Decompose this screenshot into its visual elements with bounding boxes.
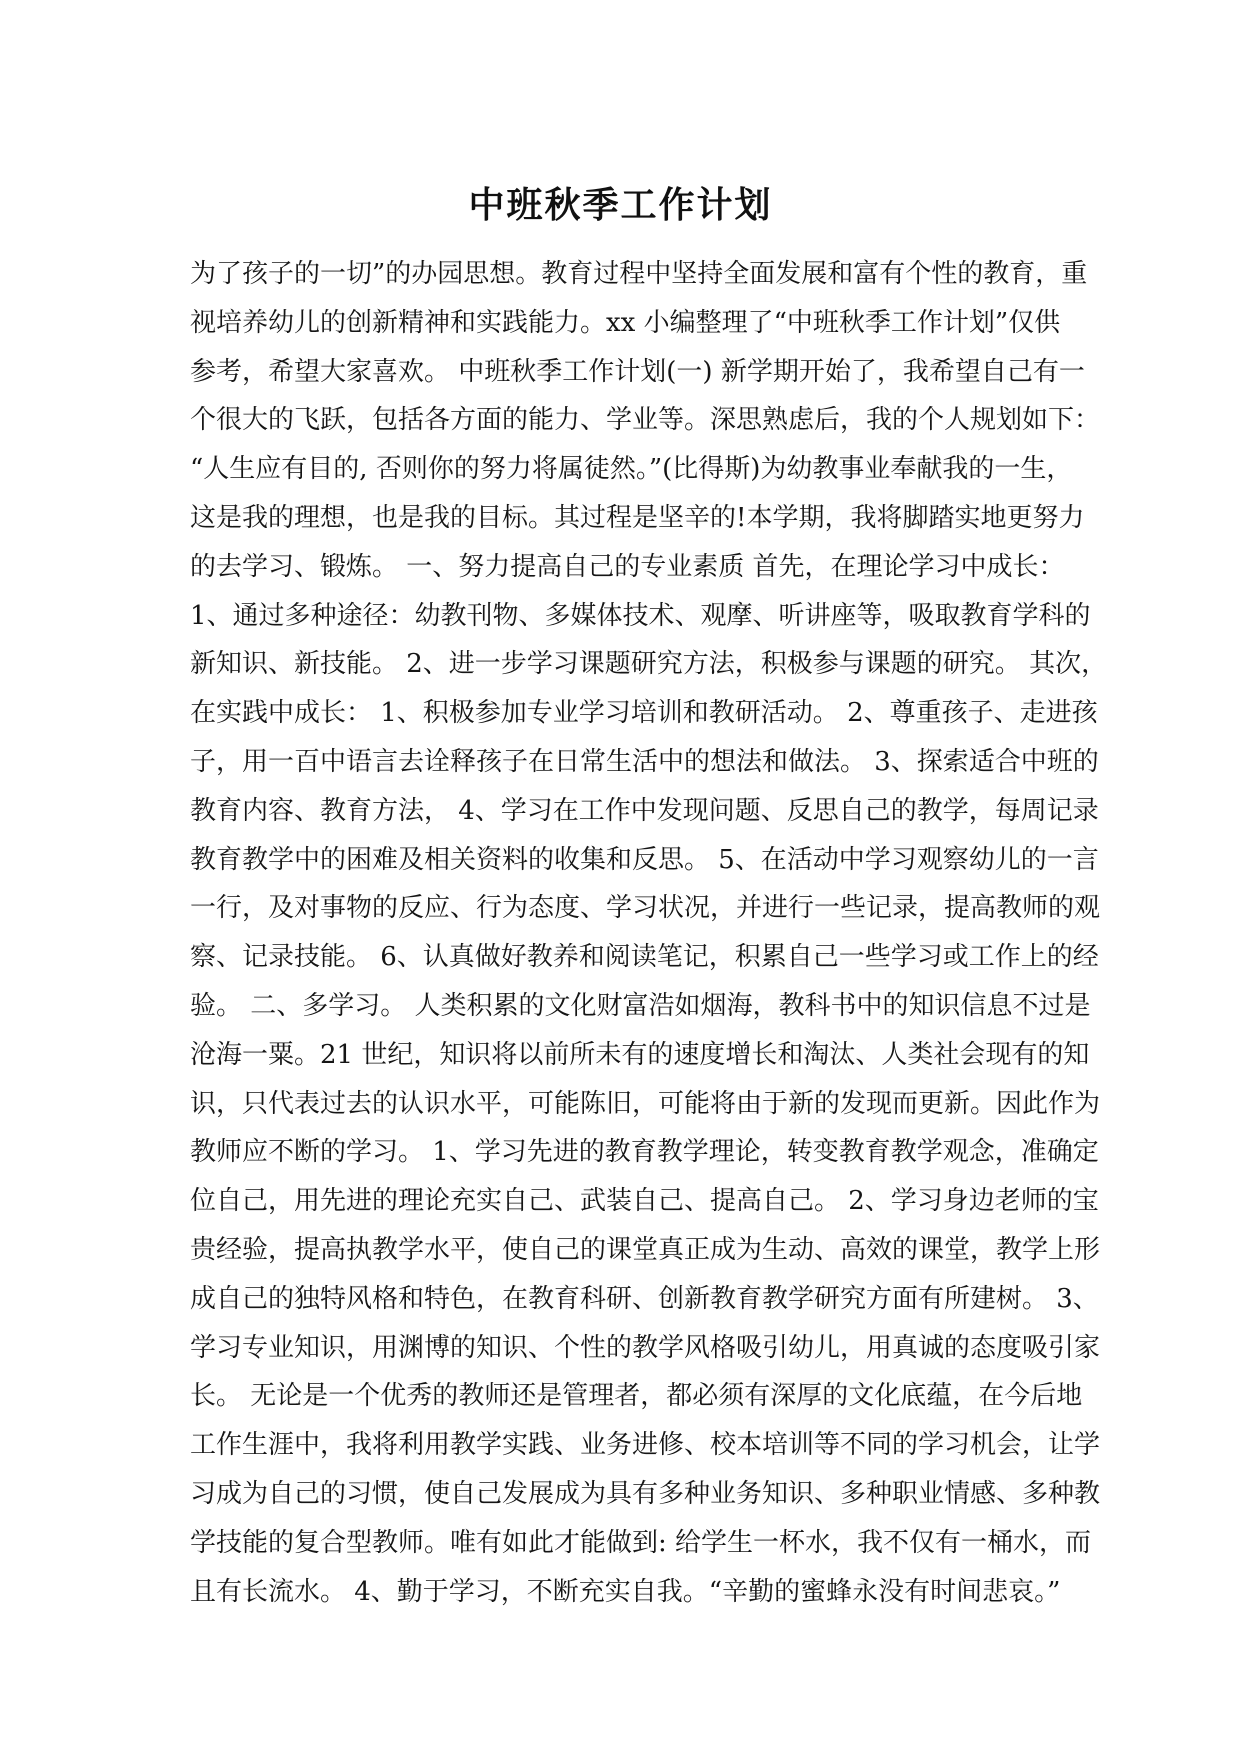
body-line: 学技能的复合型教师。唯有如此才能做到: 给学生一杯水，我不仅有一桶水，而 (190, 1527, 1092, 1558)
body-line: 学习专业知识，用渊博的知识、个性的教学风格吸引幼儿，用真诚的态度吸引家 (190, 1332, 1101, 1363)
body-line: 新知识、新技能。 2、进一步学习课题研究方法，积极参与课题的研究。 其次， (190, 649, 1108, 680)
document-body (190, 250, 1108, 1616)
body-line: 的去学习、锻炼。 一、努力提高自己的专业素质 首先，在理论学习中成长： (190, 551, 1065, 582)
body-line: 1、通过多种途径：幼教刊物、多媒体技术、观摩、听讲座等，吸取教育学科的 (190, 600, 1091, 631)
body-line: 贵经验，提高执教学水平，使自己的课堂真正成为生动、高效的课堂，教学上形 (190, 1234, 1101, 1265)
body-line: 长。 无论是一个优秀的教师还是管理者，都必须有深厚的文化底蕴，在今后地 (190, 1381, 1083, 1412)
body-line: 且有长流水。 4、勤于学习，不断充实自我。“辛勤的蜜蜂永没有时间悲哀。” (190, 1576, 1061, 1607)
body-line: 识，只代表过去的认识水平，可能陈旧，可能将由于新的发现而更新。因此作为 (190, 1088, 1101, 1119)
body-line: 教师应不断的学习。 1、学习先进的教育教学理论，转变教育教学观念，准确定 (190, 1137, 1099, 1168)
body-line: 在实践中成长： 1、积极参加专业学习培训和教研活动。 2、尊重孩子、走进孩 (190, 698, 1098, 729)
document-title: 中班秋季工作计划 (468, 184, 773, 226)
body-line: 参考，希望大家喜欢。 中班秋季工作计划(一) 新学期开始了，我希望自己有一 (190, 356, 1085, 387)
body-line: 一行，及对事物的反应、行为态度、学习状况，并进行一些记录，提高教师的观 (190, 893, 1101, 924)
body-line: 习成为自己的习惯，使自己发展成为具有多种业务知识、多种职业情感、多种教 (190, 1478, 1101, 1509)
body-line: 教育教学中的困难及相关资料的收集和反思。 5、在活动中学习观察幼儿的一言 (190, 844, 1099, 875)
body-line: 为了孩子的一切”的办园思想。教育过程中坚持全面发展和富有个性的教育，重 (190, 259, 1088, 289)
body-line: 视培养幼儿的创新精神和实践能力。xx 小编整理了“中班秋季工作计划”仅供 (190, 307, 1061, 338)
body-line: 位自己，用先进的理论充实自己、武装自己、提高自己。 2、学习身边老师的宝 (190, 1186, 1099, 1217)
body-line: 沧海一粟。21 世纪，知识将以前所未有的速度增长和淘汰、人类社会现有的知 (190, 1039, 1090, 1070)
body-line: 这是我的理想，也是我的目标。其过程是坚辛的!本学期，我将脚踏实地更努力 (190, 502, 1085, 533)
body-line: 验。 二、多学习。 人类积累的文化财富浩如烟海，教科书中的知识信息不过是 (190, 990, 1091, 1021)
body-line: 教育内容、教育方法， 4、学习在工作中发现问题、反思自己的教学，每周记录 (190, 795, 1099, 826)
body-line: 察、记录技能。 6、认真做好教养和阅读笔记，积累自己一些学习或工作上的经 (190, 942, 1099, 973)
body-line: 成自己的独特风格和特色，在教育科研、创新教育教学研究方面有所建树。 3、 (190, 1283, 1099, 1314)
body-line: “人生应有目的, 否则你的努力将属徒然。”(比得斯)为幼教事业奉献我的一生， (190, 454, 1073, 485)
body-line: 子，用一百中语言去诠释孩子在日常生活中的想法和做法。 3、探索适合中班的 (190, 746, 1099, 777)
body-line: 工作生涯中，我将利用教学实践、业务进修、校本培训等不同的学习机会，让学 (190, 1430, 1101, 1461)
body-line: 个很大的飞跃，包括各方面的能力、学业等。深思熟虑后，我的个人规划如下： (190, 405, 1101, 436)
